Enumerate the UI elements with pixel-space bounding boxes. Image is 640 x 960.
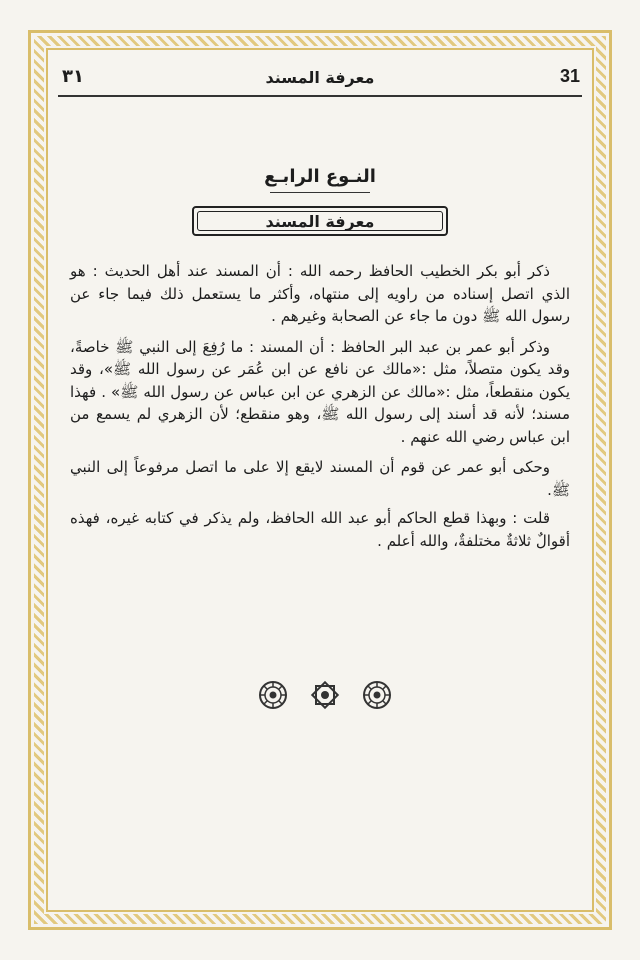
page-header — [58, 64, 582, 94]
paragraph: قلت : وبهذا قطع الحاكم أبو عبد الله الحافظ، ولم يذكر في كتابه غيره، فهذه أقوالٌ ثلاثةٌ مختلفةٌ، والله أعلم . — [70, 509, 570, 550]
page-number-arabic: ٣١ — [62, 66, 84, 87]
paragraph: وذكر أبو عمر بن عبد البر الحافظ : أن المسند : ما رُفِعَ إلى النبي ﷺ خاصةً، وقد يكون متصلاً، مثل :«مالك عن نافع عن ابن عُمَر عن رسول الله ﷺ»، وقد يكون منقطعاً، مثل :«مالك عن الزهري عن ابن عباس عن رسول الله ﷺ» . فهذا مسند؛ لأنه قد أسند إلى رسول الله ﷺ، وهو منقطع؛ لأن الزهري لم يسمع من ابن عباس رضي الله عنهم . — [70, 337, 570, 446]
section-title: معرفة المسند — [265, 212, 375, 231]
header-rule — [58, 95, 582, 97]
chapter-underline — [270, 192, 370, 193]
paragraph: وحكى أبو عمر عن قوم أن المسند لايقع إلا على ما اتصل مرفوعاً إلى النبي ﷺ. — [70, 458, 570, 499]
body-text — [70, 260, 570, 560]
ornament-row — [0, 680, 640, 716]
rosette-ornament-icon — [362, 680, 392, 710]
page-number-latin: 31 — [559, 66, 580, 86]
rosette-ornament-icon — [258, 680, 288, 710]
paragraph: ذكر أبو بكر الخطيب الحافظ رحمه الله : أن المسند عند أهل الحديث : هو الذي اتصل إسناده من راويه إلى منتهاه، وأكثر ما يستعمل ذلك فيما جاء عن رسول الله ﷺ دون ما جاء عن الصحابة وغيرهم . — [70, 262, 570, 325]
running-title: معرفة المسند — [265, 68, 375, 87]
chapter-heading: النـوع الرابـع — [264, 166, 376, 187]
star-ornament-icon — [310, 680, 340, 710]
section-title-box — [192, 206, 448, 236]
